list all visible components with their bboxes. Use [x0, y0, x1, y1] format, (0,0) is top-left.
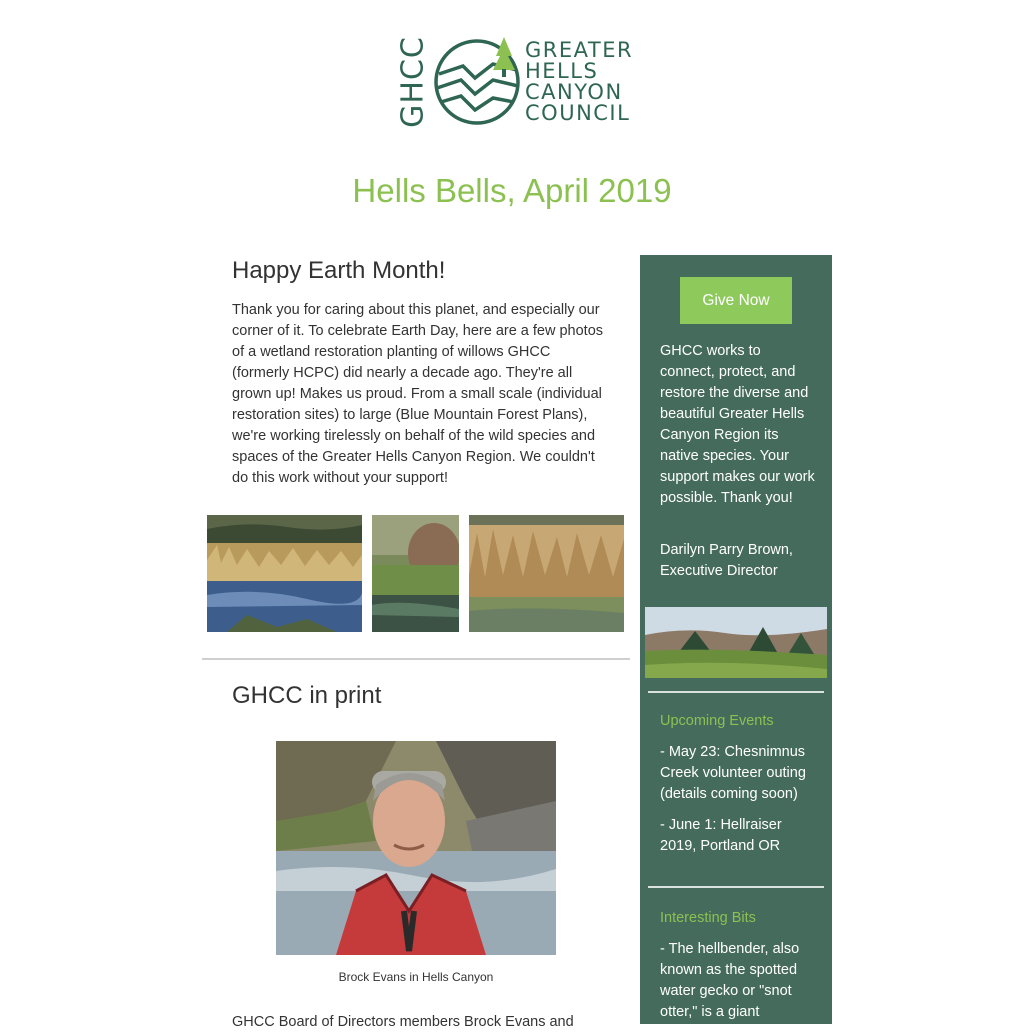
canyon-landscape-photo[interactable] — [645, 607, 827, 678]
logo-line: HELLS — [525, 59, 599, 83]
ghcc-emblem-icon — [397, 36, 525, 128]
logo-line: CANYON — [525, 80, 623, 104]
brock-evans-photo[interactable] — [276, 741, 556, 955]
newsletter-title: Hells Bells, April 2019 — [352, 172, 672, 209]
in-print-body: GHCC Board of Directors members Brock Evans and — [232, 1014, 574, 1030]
give-now-button[interactable]: Give Now — [680, 277, 792, 324]
earth-month-heading: Happy Earth Month! — [232, 257, 446, 284]
wetland-photo-3[interactable] — [469, 515, 624, 632]
photo-caption: Brock Evans in Hells Canyon — [338, 970, 494, 984]
wetland-photo-2[interactable] — [372, 515, 459, 632]
logo-line: COUNCIL — [525, 101, 631, 125]
event-item: - May 23: Chesnimnus Creek volunteer outing (details coming soon) — [660, 744, 806, 802]
earth-month-body: Thank you for caring about this planet, and especially our corner of it. To celebrate Earth Day, here are a few photos of a wetland restoration planting of willows GHCC (formerly HCPC) did nearly a decade ago. They're all grown up! Makes us proud. From a small scale (individual restoration sites) to large (Blue Mountain Forest Plans), we're working tirelessly on behalf of the wild species and spaces of the Greater Hells Canyon Region. We couldn't do this work without your support! — [232, 302, 604, 486]
ghcc-logo[interactable] — [397, 36, 634, 128]
signature: Darilyn Parry Brown, Executive Director — [660, 542, 793, 579]
in-print-heading: GHCC in print — [232, 682, 382, 709]
wetland-photo-1[interactable] — [207, 515, 362, 632]
mission-text: GHCC works to connect, protect, and restore the diverse and beautiful Greater Hells Canyon Region its native species. Your support makes our work possible. Thank you! — [660, 343, 815, 506]
logo-wordmark — [525, 40, 633, 124]
bits-heading: Interesting Bits — [660, 910, 756, 926]
events-heading: Upcoming Events — [660, 713, 774, 729]
sidebar-divider — [648, 691, 824, 693]
sidebar-divider — [648, 886, 824, 888]
sidebar — [640, 255, 832, 1024]
logo-line: GREATER — [525, 38, 634, 62]
logo-monogram: GHCC — [397, 36, 431, 128]
event-item: - June 1: Hellraiser 2019, Portland OR — [660, 817, 782, 854]
section-divider — [202, 658, 630, 660]
bits-text: - The hellbender, also known as the spotted water gecko or "snot otter," is a giant — [660, 941, 800, 1020]
